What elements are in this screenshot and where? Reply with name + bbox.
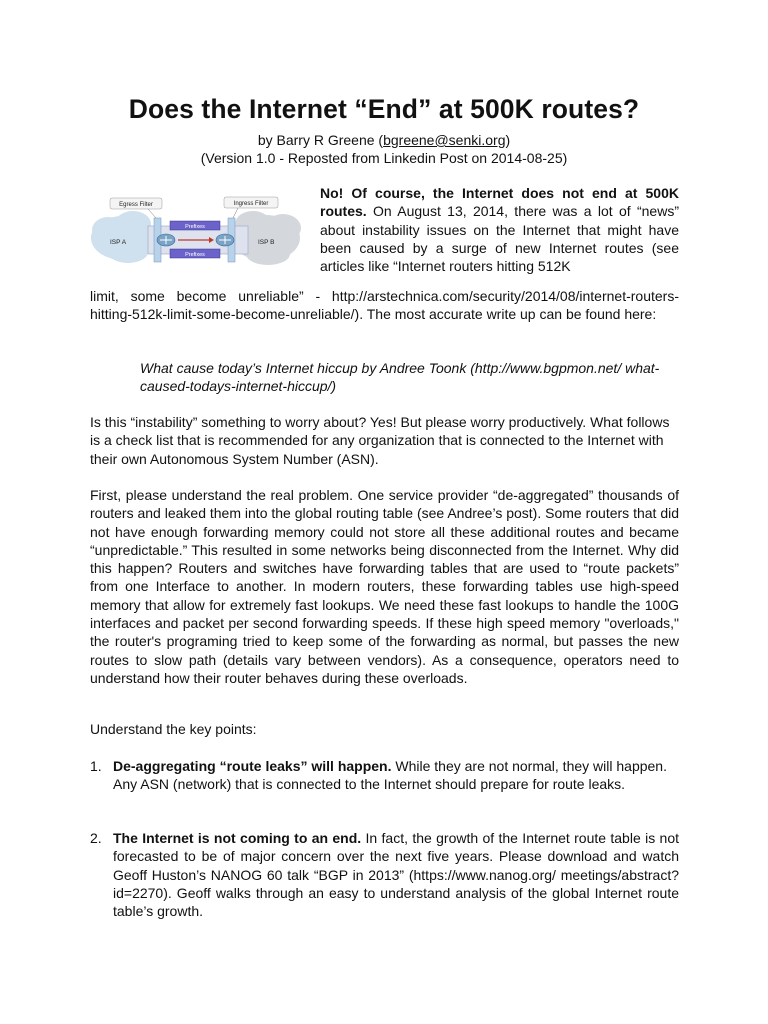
intro-bold-lead: No! Of course, the Internet does not end at 500K routes. — [320, 185, 679, 220]
paragraph-real-problem: First, please understand the real problem. One service provider “de-aggregated” thousands of routers and leaked them into the global routing table (see Andree’s post). Some routers that did not have enough forwarding memory could not store all these additional routes and became “unpredictable.” This resulted in some networks being disconnected from the Internet. Why did this happen? Routers and switches have forwarding tables that are used to “route packets” from one Interface to another. In modern routers, these forwarding tables use high-speed memory that allow for extremely fast lookups. We need these fast lookups to handle the 100G interfaces and packet per second forwarding speeds. If these high speed memory "overloads," the router's programing tried to keep some of the forwarding as normal, but passes the new routes to slow path (details vary between vendors). As a consequence, operators need to understand how their router behaves during these overloads. — [90, 487, 679, 686]
list-item-number: 2. — [90, 830, 102, 846]
list-item-body — [113, 829, 679, 920]
author-line — [0, 131, 768, 149]
isp-filter-diagram — [88, 188, 306, 278]
router-b-icon — [216, 234, 234, 246]
router-a-icon — [157, 234, 175, 246]
prefixes-bottom-label: Prefixes — [185, 252, 205, 258]
list-item-bold: The Internet is not coming to an end. — [113, 830, 362, 846]
prefixes-top-label: Prefixes — [185, 224, 205, 230]
ingress-filter-label: Ingress Filter — [233, 201, 269, 207]
egress-filter-label: Egress Filter — [119, 202, 153, 208]
author-email-link[interactable]: bgreene@senki.org — [383, 132, 506, 148]
author-suffix: ) — [505, 132, 511, 148]
quoted-reference: What cause today’s Internet hiccup by Andree Toonk (http://www.bgpmon.net/ what-caused-todays-internet-hiccup/) — [140, 360, 660, 395]
paragraph-key-points-heading: Understand the key points: — [90, 721, 257, 737]
document-title: Does the Internet “End” at 500K routes? — [128, 94, 640, 124]
list-item-body — [113, 757, 679, 794]
intro-wrap-text: On August 13, 2014, there was a lot of “news” about instability issues on the Internet that might have been caused by a surge of new Internet routes (see articles like “Internet routers hitting 512K — [320, 203, 679, 275]
paragraph-instability: Is this “instability” something to worry about? Yes! But please worry productively. What follows is a check list that is recommended for any organization that is connected to the Internet with their own Autonomous System Number (ASN). — [90, 414, 670, 467]
version-line: (Version 1.0 - Reposted from Linkedin Post on 2014-08-25) — [200, 150, 568, 166]
isp-a-label: ISP A — [110, 239, 127, 246]
list-item-number: 1. — [90, 758, 102, 774]
list-item-text: While they are not normal, they will happen. Any ASN (network) that is connected to the Internet should prepare for route leaks. — [113, 758, 667, 793]
byline — [0, 131, 768, 167]
intro-continuation: limit, some become unreliable” - http://arstechnica.com/security/2014/08/internet-routers-hitting-512k-limit-some-become-unreliable/). The most accurate write up can be found here: — [90, 288, 679, 323]
isp-b-label: ISP B — [258, 239, 275, 246]
list-item-text: In fact, the growth of the Internet route table is not forecasted to be of major concern over the next five years. Please download and watch Geoff Huston’s NANOG 60 talk “BGP in 2013” (https://www.nanog.org/ meetings/abstract?id=2270). Geoff walks through an easy to understand analysis of the global Internet route table’s growth. — [113, 830, 679, 920]
isp-a-cloud — [91, 211, 155, 263]
intro-paragraph — [320, 184, 679, 275]
list-item-bold: De-aggregating “route leaks” will happen. — [113, 758, 392, 774]
author-prefix: by Barry R Greene ( — [257, 132, 384, 148]
